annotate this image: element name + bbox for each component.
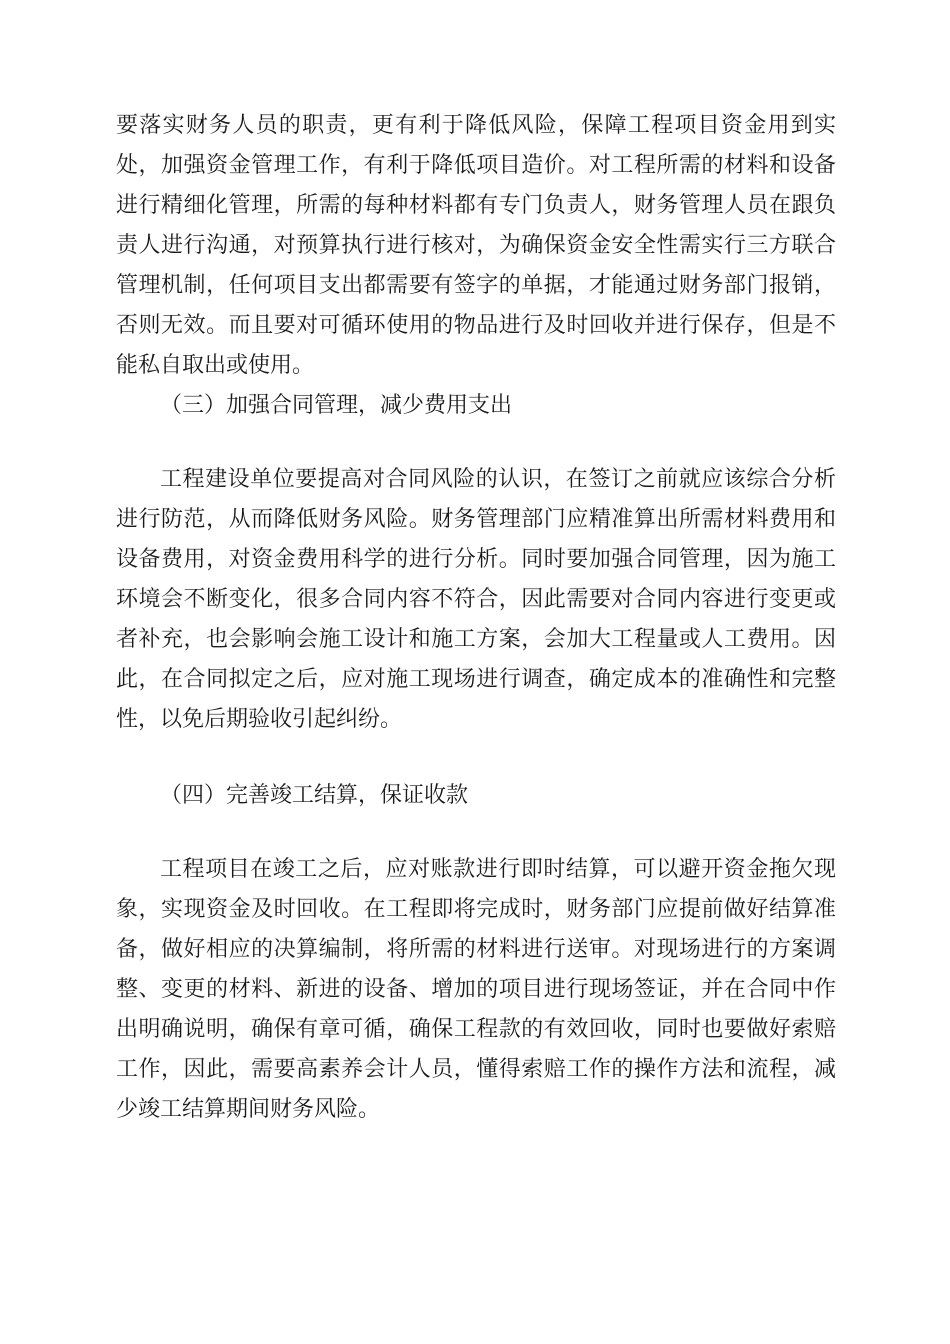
document-body: [116, 106, 836, 1166]
paragraph-completion-settlement: 工程项目在竣工之后，应对账款进行即时结算，可以避开资金拖欠现象，实现资金及时回收。在工程即将完成时，财务部门应提前做好结算准备，做好相应的决算编制，将所需的材料进行送审。对现场进行的方案调整、变更的材料、新进的设备、增加的项目进行现场签证，并在合同中作出明确说明，确保有章可循，确保工程款的有效回收，同时也要做好索赔工作，因此，需要高素养会计人员，懂得索赔工作的操作方法和流程，减少竣工结算期间财务风险。: [116, 857, 836, 1122]
paragraph-continuation: 要落实财务人员的职责，更有利于降低风险，保障工程项目资金用到实处，加强资金管理工作，有利于降低项目造价。对工程所需的材料和设备进行精细化管理，所需的每种材料都有专门负责人，财务管理人员在跟负责人进行沟通，对预算执行进行核对，为确保资金安全性需实行三方联合管理机制，任何项目支出都需要有签字的单据，才能通过财务部门报销，否则无效。而且要对可循环使用的物品进行及时回收并进行保存，但是不能私自取出或使用。: [116, 113, 836, 378]
section-heading-4: （四）完善竣工结算，保证收款: [160, 783, 469, 808]
paragraph-contract-management: 工程建设单位要提高对合同风险的认识，在签订之前就应该综合分析进行防范，从而降低财务风险。财务管理部门应精准算出所需材料费用和设备费用，对资金费用科学的进行分析。同时要加强合同管理，因为施工环境会不断变化，很多合同内容不符合，因此需要对合同内容进行变更或者补充，也会影响会施工设计和施工方案，会加大工程量或人工费用。因此，在合同拟定之后，应对施工现场进行调查，确定成本的准确性和完整性，以免后期验收引起纠纷。: [116, 467, 836, 732]
section-heading-3: （三）加强合同管理，减少费用支出: [160, 393, 513, 418]
